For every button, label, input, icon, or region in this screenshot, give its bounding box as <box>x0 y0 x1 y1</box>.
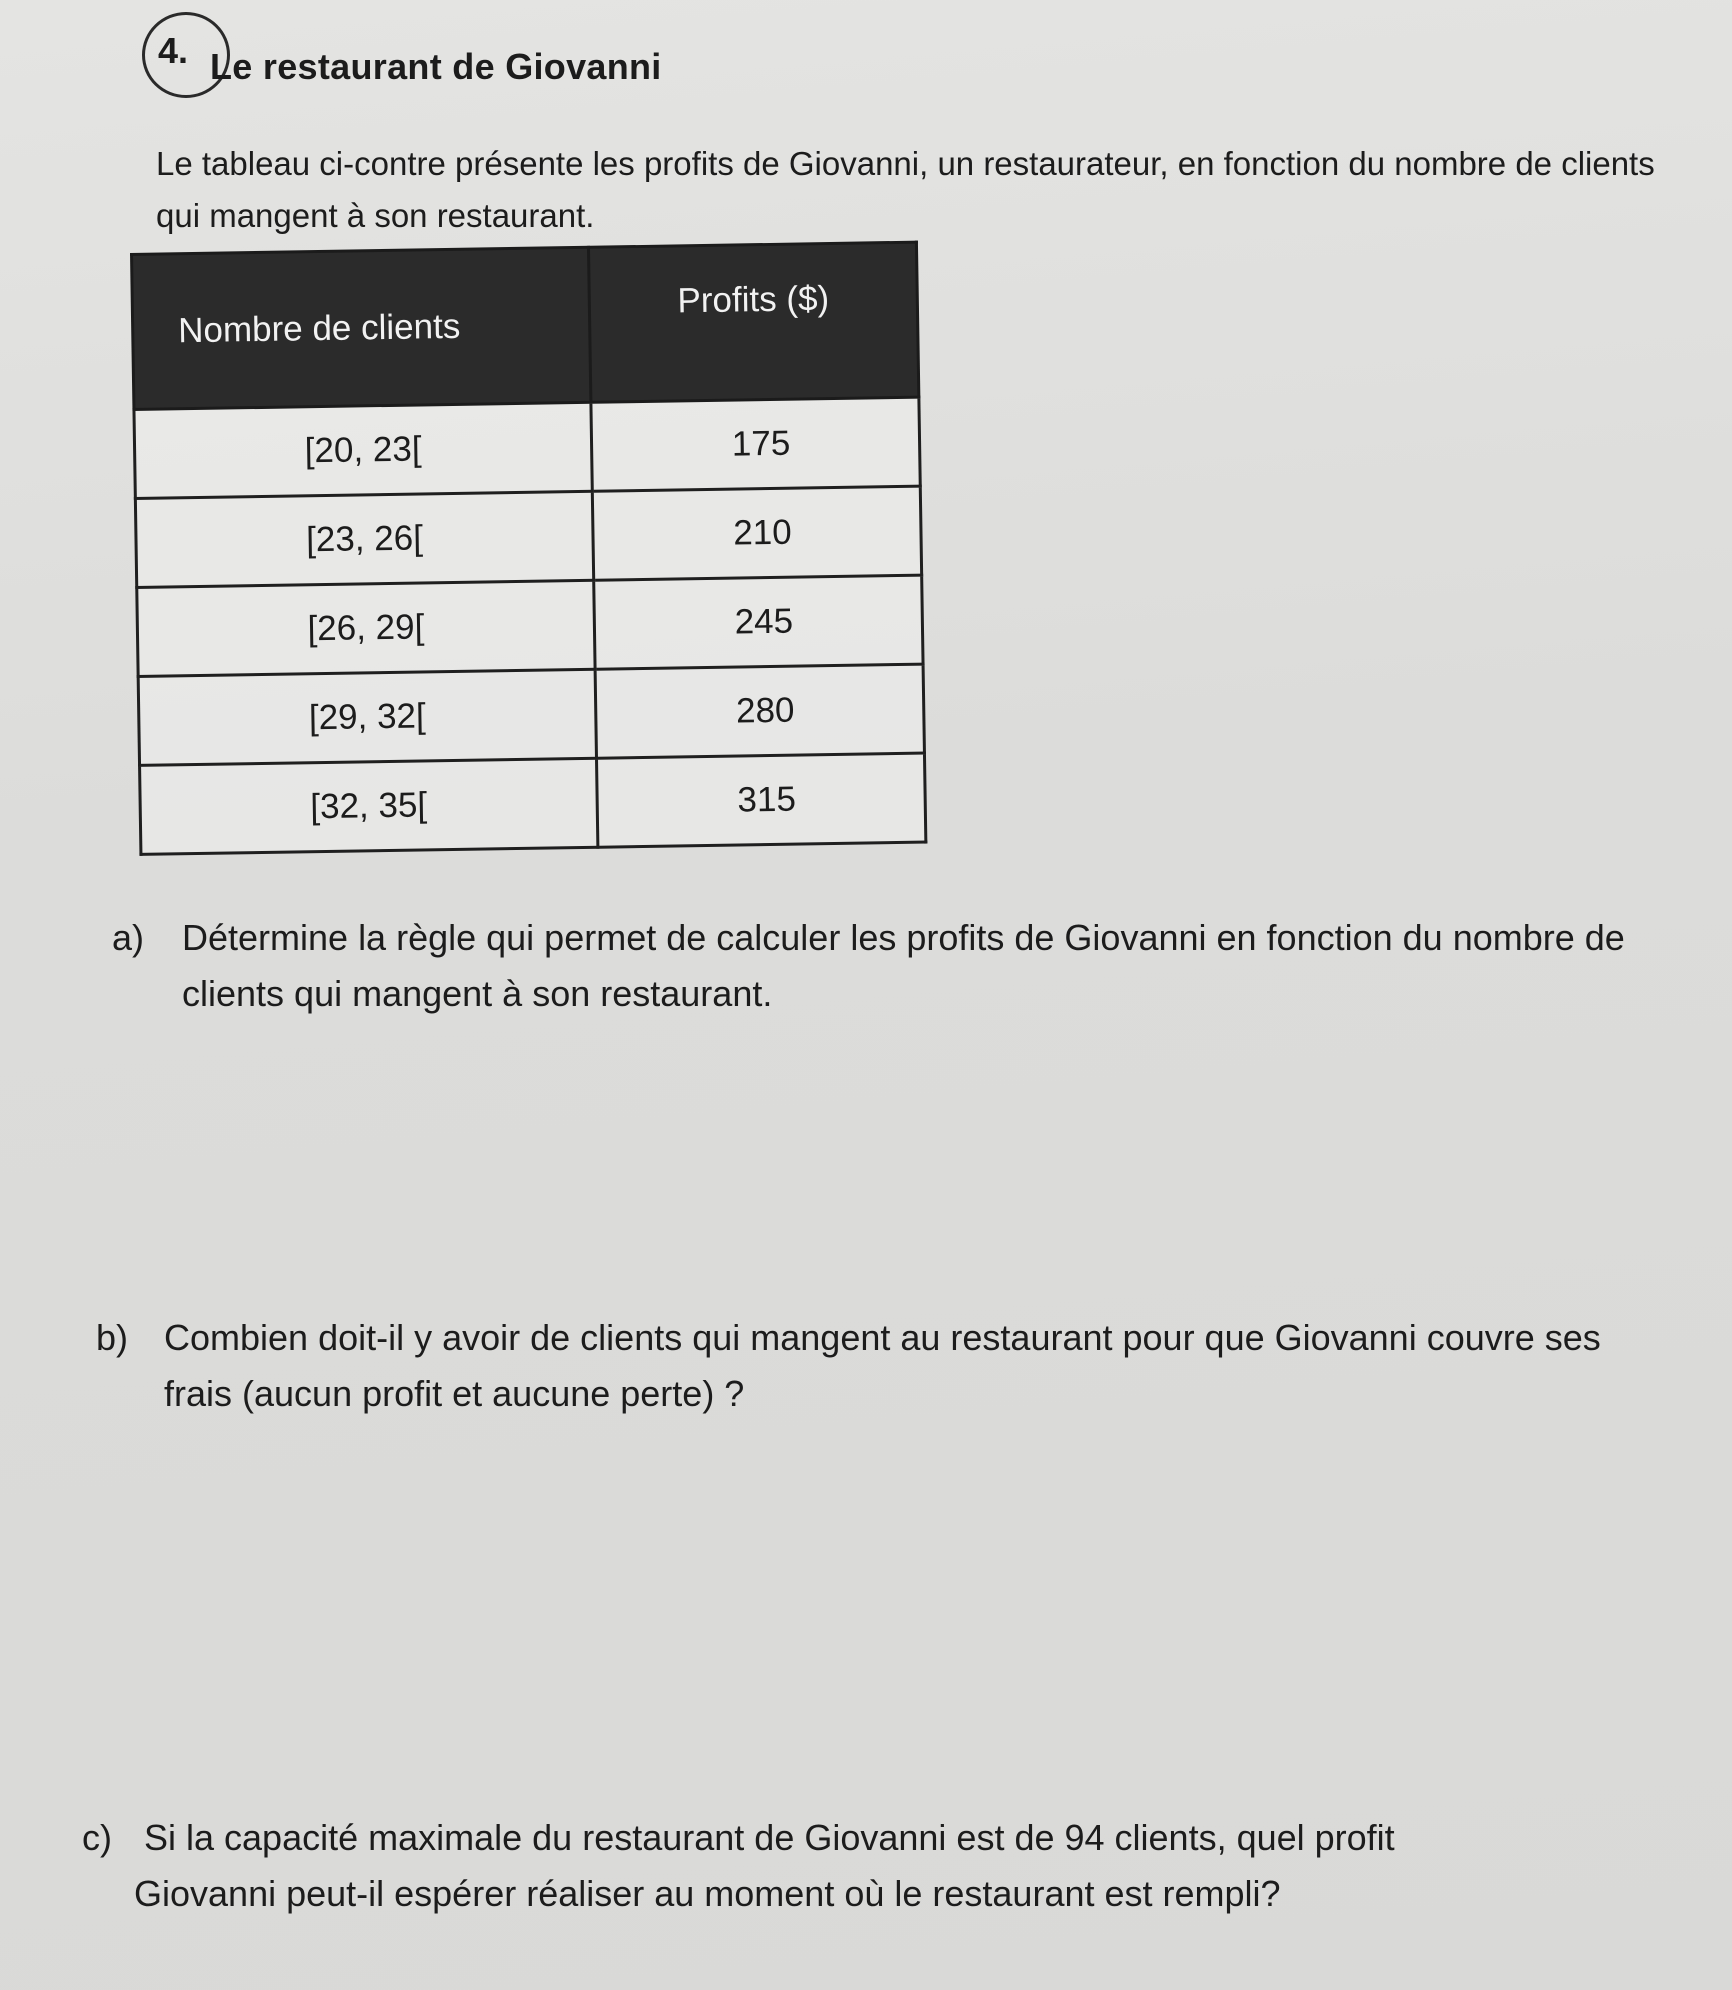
table-row <box>137 575 923 676</box>
part-c-text-line2: Giovanni peut-il espérer réaliser au moment où le restaurant est rempli? <box>134 1873 1281 1914</box>
profit-cell: 245 <box>594 575 923 669</box>
part-b-text: Combien doit-il y avoir de clients qui mangent au restaurant pour que Giovanni couvre ses frais (aucun profit et aucune perte) ? <box>164 1317 1601 1414</box>
part-b <box>96 1310 1676 1422</box>
table-row <box>135 486 921 587</box>
profit-cell: 280 <box>595 664 924 758</box>
clients-cell: [32, 35[ <box>140 758 598 854</box>
table-header-row <box>132 242 919 409</box>
header-profits: Profits ($) <box>588 242 918 402</box>
part-c-label: c) <box>82 1817 112 1858</box>
header-clients: Nombre de clients <box>132 247 591 409</box>
clients-cell: [29, 32[ <box>138 669 596 765</box>
table-row <box>138 664 924 765</box>
part-a-label: a) <box>112 917 145 958</box>
part-a-text: Détermine la règle qui permet de calculer les profits de Giovanni en fonction du nombre de clients qui mangent à son restaurant. <box>182 917 1625 1014</box>
clients-cell: [26, 29[ <box>137 580 595 676</box>
question-number <box>158 30 188 72</box>
profit-cell: 210 <box>592 486 921 580</box>
profits-table <box>130 241 927 856</box>
part-a <box>112 910 1672 1022</box>
question-title: Le restaurant de Giovanni <box>210 46 662 87</box>
table-row <box>140 753 926 854</box>
part-b-label: b) <box>96 1317 129 1358</box>
part-c <box>82 1810 1682 1922</box>
part-c-text: Si la capacité maximale du restaurant de Giovanni est de 94 clients, quel profit <box>144 1817 1395 1858</box>
table-row <box>134 397 920 498</box>
profit-cell: 315 <box>596 753 925 847</box>
profit-cell: 175 <box>591 397 920 491</box>
clients-cell: [23, 26[ <box>135 491 593 587</box>
clients-cell: [20, 23[ <box>134 402 592 498</box>
question-number-text: 4. <box>158 30 189 71</box>
question-intro: Le tableau ci-contre présente les profits de Giovanni, un restaurateur, en fonction du nombre de clients qui mangent à son restaurant. <box>156 145 1655 234</box>
